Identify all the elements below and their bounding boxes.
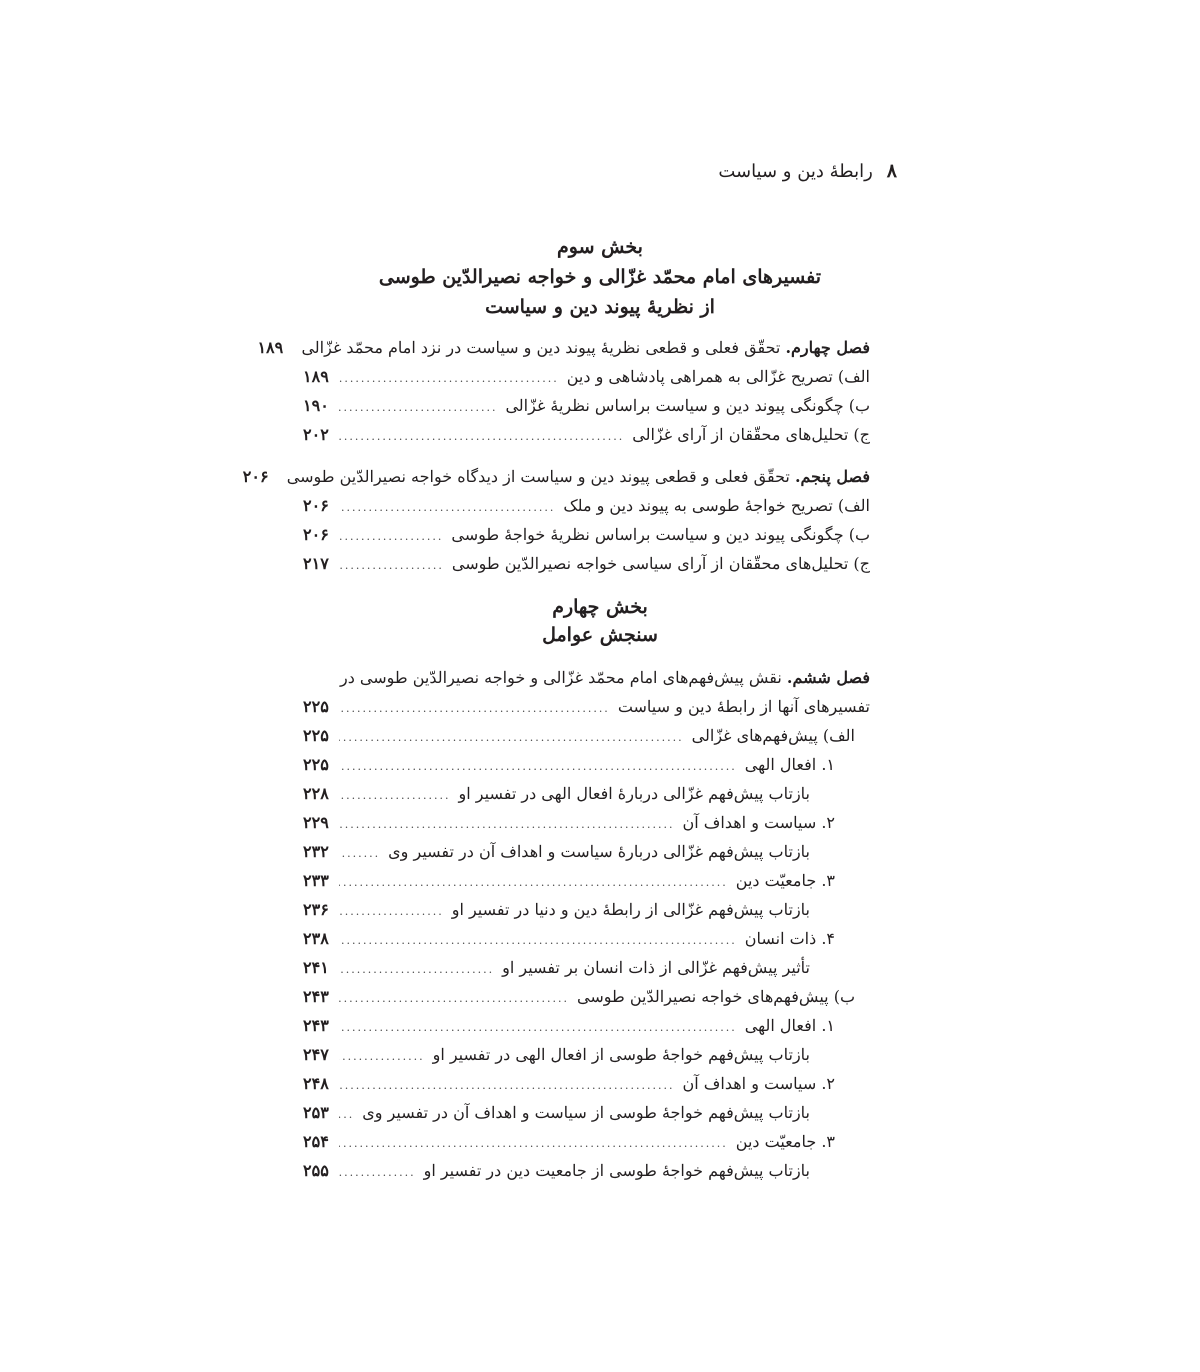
toc-page: ۲۴۱ [303,958,329,977]
leader-dots [339,493,555,523]
toc-row: ج) تحلیل‌های محقّقان از آرای سیاسی خواجه نصیرالدّین طوسی ..... ۲۱۷ [303,549,870,579]
toc-row: ۳. جامعیّت دین ..... ۲۵۴ [303,1127,835,1157]
leader-dots [339,984,569,1014]
leader-dots [339,551,444,581]
book-title: رابطهٔ دین و سیاست [718,161,873,182]
toc-chapter-row: فصل پنجم. تحقّق فعلی و قطعی پیوند دین و سیاست از دیدگاه خواجه نصیرالدّین طوسی ۲۰۶ [303,462,870,492]
leader-dots [339,926,737,956]
toc-row: ۱. افعال الهی ..... ۲۲۵ [303,750,835,780]
leader-dots [339,1013,737,1043]
toc-row: بازتاب پیش‌فهم خواجهٔ طوسی از افعال الهی در تفسیر او ..... ۲۴۷ [303,1040,810,1070]
leader-dots [339,868,728,898]
leader-dots [339,781,451,811]
leader-dots [339,897,444,927]
leader-dots [339,1158,416,1188]
toc-page: ۲۳۸ [303,929,329,948]
toc-row: تأثیر پیش‌فهم غزّالی از ذات انسان بر تفسیر او ..... ۲۴۱ [303,953,810,983]
leader-dots [339,364,559,394]
toc-row: ب) چگونگی پیوند دین و سیاست براساس نظریهٔ غزّالی ..... ۱۹۰ [303,391,870,421]
leader-dots [339,723,684,753]
toc-page: ۲۲۵ [303,755,329,774]
toc-page: ۲۴۷ [303,1045,329,1064]
toc-page: ۲۲۵ [303,726,329,745]
leader-dots [339,752,737,782]
toc-row: ۲. سیاست و اهداف آن ..... ۲۲۹ [303,808,835,838]
toc-page: ۲۴۳ [303,987,329,1006]
toc-page: ۲۳۳ [303,871,329,890]
leader-dots [339,422,624,452]
leader-dots [339,839,380,869]
leader-dots [339,1042,425,1072]
toc-row: بازتاب پیش‌فهم خواجهٔ طوسی از سیاست و اهداف آن در تفسیر وی ..... ۲۵۳ [303,1098,810,1128]
leader-dots [339,1129,728,1159]
toc-page: ۱۸۹ [303,367,329,386]
leader-dots [339,1100,354,1130]
toc-row: ۱. افعال الهی ..... ۲۴۳ [303,1011,835,1041]
toc-row: ۴. ذات انسان ..... ۲۳۸ [303,924,835,954]
leader-dots [339,393,497,423]
part-four-subtitle: سنجش عوامل [542,624,658,646]
toc-page: ۲۲۵ [303,697,329,716]
toc-row: ب) چگونگی پیوند دین و سیاست براساس نظریهٔ خواجهٔ طوسی ..... ۲۰۶ [303,520,870,550]
part-three-subtitle: تفسیرهای امام محمّد غزّالی و خواجه نصیرالدّین طوسی [378,266,822,288]
toc-page: ۲۳۶ [303,900,329,919]
toc-row: ب) پیش‌فهم‌های خواجه نصیرالدّین طوسی ..... ۲۴۳ [303,982,855,1012]
toc-page: ۱۸۹ [257,338,284,357]
part-four-title: بخش چهارم [552,596,648,618]
toc-page: ۲۴۳ [303,1016,329,1035]
toc-page: ۲۵۳ [303,1103,329,1122]
toc-chapter-row: فصل چهارم. تحقّق فعلی و قطعی نظریهٔ پیوند دین و سیاست در نزد امام محمّد غزّالی ۱۸۹ [303,333,870,363]
toc-row: ج) تحلیل‌های محقّقان از آرای غزّالی ..... ۲۰۲ [303,420,870,450]
toc-page: ۲۱۷ [303,554,329,573]
toc-row: ۳. جامعیّت دین ..... ۲۳۳ [303,866,835,896]
toc-page: ۲۳۲ [303,842,329,861]
leader-dots [339,694,610,724]
toc-page: ۲۲۹ [303,813,329,832]
toc-row: بازتاب پیش‌فهم غزّالی دربارهٔ افعال الهی در تفسیر او ..... ۲۲۸ [303,779,810,809]
toc-page: ۲۵۵ [303,1161,329,1180]
part-three-title: بخش سوم [557,236,643,258]
toc-page: ۲۰۶ [242,467,269,486]
toc-row: الف) تصریح خواجهٔ طوسی به پیوند دین و ملک ..... ۲۰۶ [303,491,870,521]
page-number: ۸ [886,160,897,182]
toc-row: الف) تصریح غزّالی به همراهی پادشاهی و دین ..... ۱۸۹ [303,362,870,392]
leader-dots [339,955,494,985]
toc-page: ۱۹۰ [303,396,329,415]
toc-page: ۲۵۴ [303,1132,329,1151]
toc-row: بازتاب پیش‌فهم خواجهٔ طوسی از جامعیت دین در تفسیر او ..... ۲۵۵ [303,1156,810,1186]
toc-row: الف) پیش‌فهم‌های غزّالی ..... ۲۲۵ [303,721,855,751]
leader-dots [339,522,443,552]
part-three-subtitle-2: از نظریهٔ پیوند دین و سیاست [485,296,715,318]
leader-dots [339,1071,675,1101]
leader-dots [339,810,675,840]
running-header [297,156,897,187]
toc-page: ۲۴۸ [303,1074,329,1093]
toc-page: ۲۲۸ [303,784,329,803]
toc-row: بازتاب پیش‌فهم غزّالی از رابطهٔ دین و دنیا در تفسیر او ..... ۲۳۶ [303,895,810,925]
toc-row: تفسیرهای آنها از رابطهٔ دین و سیاست ..... ۲۲۵ [303,692,870,722]
toc-page: ۲۰۶ [303,525,329,544]
toc-row: ۲. سیاست و اهداف آن ..... ۲۴۸ [303,1069,835,1099]
toc-chapter-row: فصل ششم. نقش پیش‌فهم‌های امام محمّد غزّالی و خواجه نصیرالدّین طوسی در [339,668,870,687]
toc-page: ۲۰۶ [303,496,329,515]
toc-page: ۲۰۲ [303,425,329,444]
toc-row: بازتاب پیش‌فهم غزّالی دربارهٔ سیاست و اهداف آن در تفسیر وی ..... ۲۳۲ [303,837,810,867]
